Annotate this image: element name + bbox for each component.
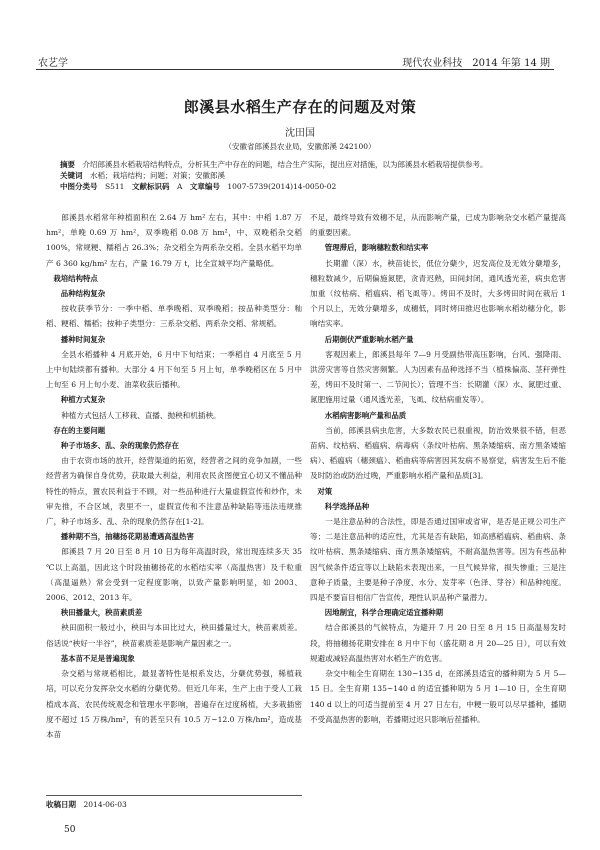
right-column [310,210,566,790]
body-paragraph: 由于农资市场的放开，经营渠道的拓宽，经营者之间的竞争加剧，一些经营者为确保自身优势，获取最大利益，利用农民贪图便宜心切又不懂品种特性的特点，置农民利益于不顾，对一些品种进行大量虚假宣传和炒作，未审先推，不合区域，表里不一，虚假宣传和不注意品种缺陷等违法违规推广，种子市场多、乱、杂的现象仍然存在[1-2]。 [46,456,302,527]
subsection-heading: 后期倒伏严重影响水稻产量 [324,334,414,344]
subsection-heading: 水稻病害影响产量和品质 [324,410,407,420]
section-heading: 栽培结构特点 [53,273,98,283]
subsection-heading: 播种时间复杂 [60,334,106,344]
clc-label: 中图分类号 [60,182,98,191]
affiliation: （安徽省郎溪县农业局，安徽郎溪 242100） [224,142,376,151]
abstract-text: 介绍郎溪县水稻栽培结构特点，分析其生产中存在的问题，结合生产实际，提出应对措施，以为郎溪县水稻栽培提供参考。 [82,160,488,169]
running-header-section: 农艺学 [38,58,68,69]
received-value: 2014-06-03 [83,800,127,809]
clc-value: S511 [105,182,125,191]
subsection-heading: 科学选择品种 [324,501,370,511]
body-paragraph: 杂交稻与常规稻相比，最显著特性是根系发达，分蘖优势强，稀植栽培，可以充分发挥杂交水稻的分蘖优势。但近几年来，生产上由于受人工栽植成本高、农民传统观念和管理水平影响，普遍存在过度稀植，大多栽插密度不超过 15 万株/hm²，有的甚至只有 10.5 万~12.0 万株/hm²，造成基本苗 [46,669,302,739]
section-heading: 对策 [317,486,333,496]
body-paragraph: 一是注意品种的合法性，即是否通过国审或省审，是否是正规公司生产等；二是注意品种的适应性，尤其是否有缺陷，如高感稻瘟病、稻曲病、条纹叶枯病、黑条矮缩病、南方黑条矮缩病，不耐高温热害等。因为有些品种因气候条件适宜等以上缺陷未表现出来，一旦气候异常，损失惨重；三是注意种子质量，主要是种子净度、水分、发芽率（色泽、芽谷）和品种纯度。四是不要盲目相信广告宣传，理性认识品种产量潜力。 [310,517,566,603]
subsection-heading: 秧田播量大，秧苗素质差 [60,608,143,618]
subsection-heading: 种植方式复杂 [60,395,106,405]
body-paragraph: 种植方式包括人工移栽、直播、抛秧和机插秧。 [61,410,221,420]
subsection-heading: 基本苗不足是普遍现象 [60,653,135,663]
abstract-label: 摘要 [60,160,75,169]
body-paragraph: 当前，郎溪县病虫危害，大多数农民已很重视，防治效果很不错，但恶苗病、纹枯病、稻瘟病、病毒病（条纹叶枯病、黑条矮缩病、南方黑条矮缩病）、稻瘟病（穗颈瘟）、稻曲病等病害因其发病不易察觉，病害发生后不能及时防治或防治过晚，严重影响水稻产量和品质[3]。 [310,425,566,481]
left-column [46,210,302,790]
author: 沈田国 [285,128,315,139]
keywords [60,171,548,180]
body-paragraph: 不足，最终导致有效穗不足，从而影响产量，已成为影响杂交水稻产量提高的重要因素。 [310,213,566,238]
received-date [46,795,302,810]
doc-code-label: 文献标识码 [131,182,170,191]
body-paragraph: 郎溪县水稻常年种植面积在 2.64 万 hm² 左右，其中：中稻 1.87 万 hm²，单晚 0.69 万 hm²，双季晚稻 0.08 万 hm²，中、双晚稻杂交稻 100%，常规粳、糯稻占 26.3%；杂交稻全为两系杂交稻。全县水稻平均单产 6 360 kg/hm² 左右，产量 16.79 万 t，比全宣城平均产量略低。 [46,213,302,268]
subsection-heading: 种子市场多、乱、杂的现象仍然存在 [60,441,180,451]
page-number: 50 [64,825,76,835]
subsection-heading: 因地制宜，科学合理确定适宜播种期 [324,608,444,618]
keywords-label: 关键词 [60,171,83,180]
subsection-heading: 管理滞后，影响穗粒数和结实率 [324,243,429,253]
abstract [60,160,548,169]
body-paragraph: 长期灌（深）水，秧苗徒长，低位分蘖少，迟发高位及无效分蘖增多，穗粒数减少，后期偏施氮肥，贪青迟熟，田间封闭，通风透光差，病虫危害加重（纹枯病、稻瘟病、稻飞虱等）。烤田不及时，大多烤田时间在栽后 1 个月以上，无效分蘖增多，成穗低，同时烤田推迟也影响水稻幼穗分化，影响结实率。 [310,258,566,329]
article-id-value: 1007-5739(2014)14-0050-02 [227,182,337,191]
body-paragraph: 杂交中籼全生育期在 130~135 d，在郎溪县适宜的播种期为 5 月 5—15 日。全生育期 135~140 d 的适宜播种期为 5 月 1—10 日，全生育期 140 d 以上的可适当提前至 4 月 27 日左右，中粳一般可以尽早播种，播期不受高温热害的影响，若播期过迟只影响后茬播种。 [310,669,566,724]
section-heading: 存在的主要问题 [53,425,106,435]
body-paragraph: 郎溪县 7 月 20 日至 8 月 10 日为每年高温时段，常出现连续多天 35 ℃以上高温，因此这个时段抽穗扬花的水稻结实率（高温热害）及千粒重（高温逼熟）常会受到一定程度影响，以致产量影响明显，如 2003、2006、2012、2013 年。 [46,547,302,603]
body-paragraph: 全县水稻播种 4 月底开始，6 月中下旬结束；一季稻自 4 月底至 5 月上中旬陆续都有播种。大部分 4 月下旬至 5 月上旬，单季晚稻区在 5 月中上旬至 6 月上旬小麦、油菜收获后播种。 [46,349,302,390]
classification [60,182,548,191]
article-id-label: 文章编号 [189,182,220,191]
subsection-heading: 品种结构复杂 [60,289,106,299]
body-paragraph: 按收获季节分：一季中稻、单季晚稻、双季晚稻；按品种类型分：籼稻、粳稻、糯稻；按种子类型分：三系杂交稻、两系杂交稻、常规稻。 [46,304,302,329]
keywords-text: 水稻；栽培结构；问题；对策；安徽郎溪 [90,171,225,180]
header-rule [36,69,554,70]
subsection-heading: 播种期不当，抽穗扬花期易遭遇高温热害 [60,532,194,542]
body-paragraph: 秧田面积一般过小，秧田与本田比过大，秧田播量过大，秧苗素质差。俗话说“秧好一半谷”，秧苗素质差是影响产量因素之一。 [46,623,302,648]
received-label: 收稿日期 [46,800,76,809]
running-header-journal: 现代农业科技 2014 年第 14 期 [402,58,550,69]
body-paragraph: 结合郎溪县的气候特点，为避开 7 月 20 日至 8 月 15 日高温易发时段，将抽穗扬花期安排在 8 月中下旬（盛花期 8 月 20—25 日），可以有效规避或减轻高温热害对水稻生产的危害。 [310,623,566,663]
body-paragraph: 客观因素上，郎溪县每年 7—9 月受副热带高压影响，台风、强降雨、洪涝灾害等自然灾害频繁。人为因素有品种选择不当（植株偏高、茎秆弹性差，烤田不及时第一、二节间长）；管理不当：长期灌（深）水、氮肥过重、氮肥施用过量（通风透光差，飞虱、纹枯病重发等）。 [310,349,566,405]
doc-code-value: A [176,182,183,191]
article-title: 郎溪县水稻生产存在的问题及对策 [183,98,417,116]
